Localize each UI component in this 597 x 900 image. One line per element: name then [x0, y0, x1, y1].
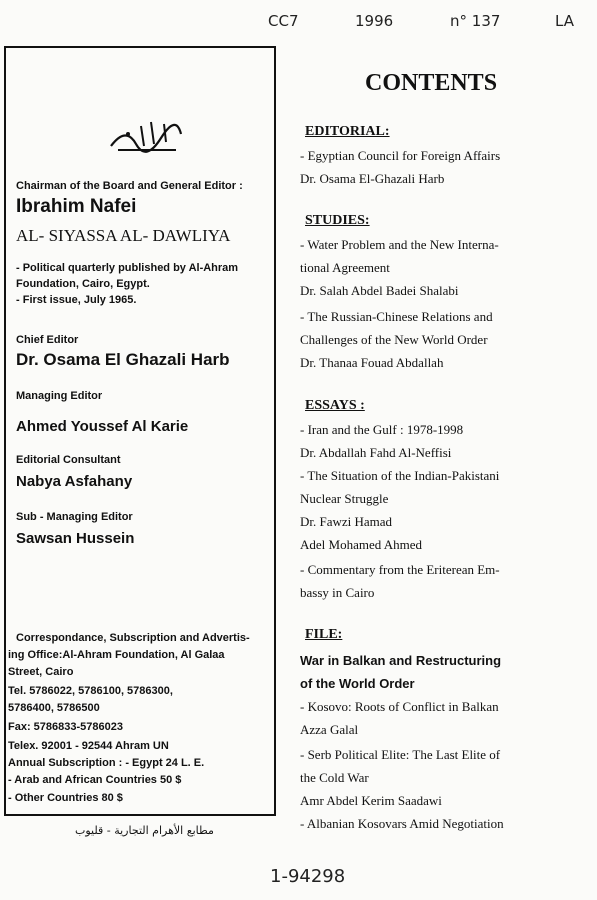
desc-line-2: Foundation, Cairo, Egypt. — [16, 278, 150, 290]
studies-line: Challenges of the New World Order — [300, 332, 488, 347]
consultant-name: Nabya Asfahany — [16, 473, 133, 490]
essays-author: Dr. Fawzi Hamad — [300, 514, 393, 529]
essays-author: Adel Mohamed Ahmed — [300, 537, 423, 552]
printer-credit: مطابع الأهرام التجارية - قليوب — [75, 824, 214, 837]
other-countries-price: - Other Countries 80 $ — [8, 792, 123, 804]
essays-line: bassy in Cairo — [300, 585, 375, 600]
essays-line: - Iran and the Gulf : 1978-1998 — [300, 422, 464, 437]
editorial-line: - Egyptian Council for Foreign Affairs — [300, 148, 501, 163]
essays-line: Nuclear Struggle — [300, 491, 389, 506]
studies-line: tional Agreement — [300, 260, 390, 275]
publication-name: AL- SIYASSA AL- DAWLIYA — [16, 226, 231, 245]
section-heading-studies: STUDIES: — [305, 213, 370, 228]
file-author: Amr Abdel Kerim Saadawi — [300, 793, 442, 808]
essays-author: Dr. Abdallah Fahd Al-Neffisi — [300, 445, 452, 460]
file-author: Azza Galal — [300, 722, 359, 737]
contents-title: CONTENTS — [365, 70, 498, 96]
essays-line: - The Situation of the Indian-Pakistani — [300, 468, 500, 483]
managing-editor-name: Ahmed Youssef Al Karie — [16, 418, 189, 435]
chairman-label: Chairman of the Board and General Editor : — [16, 180, 243, 192]
chief-editor-label: Chief Editor — [16, 334, 79, 346]
correspondence-line-3: Street, Cairo — [8, 666, 74, 678]
essays-line: - Commentary from the Eriterean Em- — [300, 562, 500, 577]
handwritten-code: CC7 — [268, 12, 299, 30]
handwritten-year: 1996 — [355, 12, 394, 30]
managing-editor-label: Managing Editor — [16, 390, 103, 402]
telephone-line-1: Tel. 5786022, 5786100, 5786300, — [8, 685, 173, 697]
studies-line: - Water Problem and the New Interna- — [300, 237, 499, 252]
annual-subscription: Annual Subscription : - Egypt 24 L. E. — [8, 757, 205, 769]
telephone-line-2: 5786400, 5786500 — [8, 702, 100, 714]
correspondence-line-2: ing Office:Al-Ahram Foundation, Al Galaa — [8, 649, 225, 661]
handwritten-initials: LA — [555, 12, 574, 30]
section-heading-file: FILE: — [305, 627, 343, 642]
desc-line-1: - Political quarterly published by Al-Ahram — [16, 262, 239, 274]
file-line: - Serb Political Elite: The Last Elite of — [300, 747, 501, 762]
desc-line-3: - First issue, July 1965. — [16, 294, 137, 306]
file-line: - Albanian Kosovars Amid Negotiation — [300, 816, 504, 831]
correspondence-line-1: Correspondance, Subscription and Advertis- — [16, 632, 250, 644]
section-heading-essays: ESSAYS : — [305, 398, 365, 413]
section-heading-editorial: EDITORIAL: — [305, 124, 390, 139]
chief-editor-name: Dr. Osama El Ghazali Harb — [16, 350, 230, 369]
file-title-line: War in Balkan and Restructuring — [300, 653, 502, 668]
studies-author: Dr. Salah Abdel Badei Shalabi — [300, 283, 459, 298]
al-ahram-logo — [106, 116, 186, 156]
masthead-box — [4, 46, 276, 816]
arab-african-price: - Arab and African Countries 50 $ — [8, 774, 182, 786]
telex-line: Telex. 92001 - 92544 Ahram UN — [8, 740, 169, 752]
chairman-name: Ibrahim Nafei — [16, 196, 137, 217]
handwritten-issue: n° 137 — [450, 12, 501, 30]
editorial-author: Dr. Osama El-Ghazali Harb — [300, 171, 445, 186]
consultant-label: Editorial Consultant — [16, 454, 121, 466]
studies-line: - The Russian-Chinese Relations and — [300, 309, 493, 324]
sub-managing-label: Sub - Managing Editor — [16, 511, 133, 523]
fax-line: Fax: 5786833-5786023 — [8, 721, 123, 733]
file-line: - Kosovo: Roots of Conflict in Balkan — [300, 699, 499, 714]
studies-author: Dr. Thanaa Fouad Abdallah — [300, 355, 444, 370]
sub-managing-name: Sawsan Hussein — [16, 530, 135, 547]
file-line: the Cold War — [300, 770, 369, 785]
handwritten-number: 1-94298 — [270, 866, 346, 887]
file-title-line: of the World Order — [300, 676, 415, 691]
